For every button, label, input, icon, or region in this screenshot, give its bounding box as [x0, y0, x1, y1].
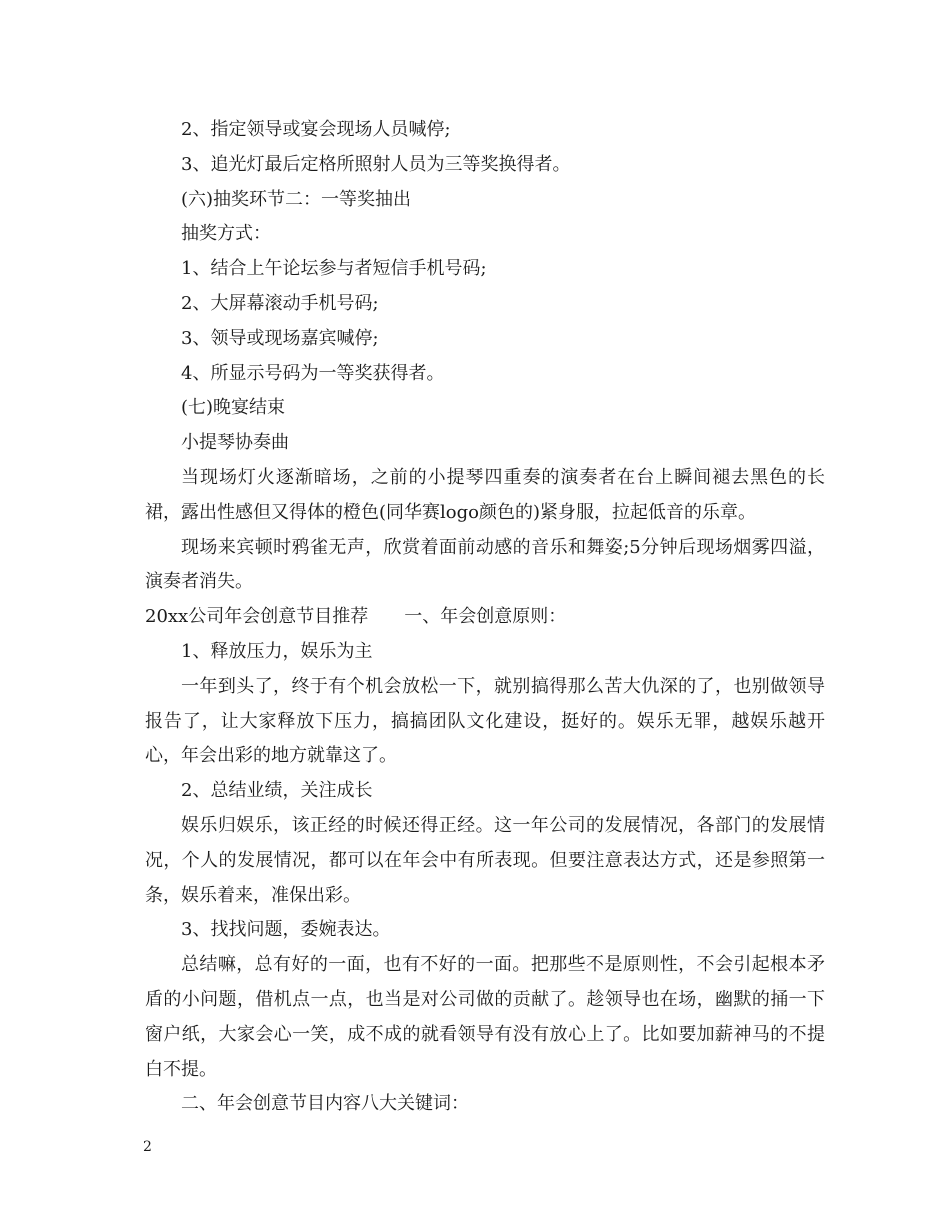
section-heading: 二、年会创意节目内容八大关键词：	[181, 1093, 469, 1115]
page-number: 2	[143, 1139, 152, 1155]
paragraph: 抽奖方式：	[181, 223, 271, 245]
list-item: 4、所显示号码为一等奖获得者。	[181, 362, 445, 384]
list-item: 2、总结业绩，关注成长	[181, 780, 373, 802]
paragraph: 现场来宾顿时鸦雀无声，欣赏着面前动感的音乐和舞姿;5分钟后现场烟雾四溢，演奏者消失。	[145, 536, 825, 593]
list-item: 3、找找问题，委婉表达。	[181, 919, 391, 941]
list-item: 3、追光灯最后定格所照射人员为三等奖换得者。	[181, 153, 571, 175]
list-item: 2、大屏幕滚动手机号码;	[181, 292, 379, 314]
paragraph: 一年到头了，终于有个机会放松一下，就别搞得那么苦大仇深的了，也别做领导报告了，让大家释放下压力，搞搞团队文化建设，挺好的。娱乐无罪，越娱乐越开心，年会出彩的地方就靠这了。	[145, 675, 825, 767]
list-item: 2、指定领导或宴会现场人员喊停;	[181, 119, 451, 140]
list-item: 1、结合上午论坛参与者短信手机号码;	[181, 258, 487, 280]
paragraph: 当现场灯火逐渐暗场，之前的小提琴四重奏的演奏者在台上瞬间褪去黑色的长裙，露出性感但又得体的橙色(同华赛logo颜色的)紧身服，拉起低音的乐章。	[145, 466, 825, 523]
section-heading: (七)晚宴结束	[181, 397, 286, 419]
article-title: 20xx公司年会创意节目推荐 一、年会创意原则：	[145, 606, 567, 628]
document-body	[145, 113, 825, 1122]
list-item: 3、领导或现场嘉宾喊停;	[181, 327, 379, 349]
paragraph: 娱乐归娱乐，该正经的时候还得正经。这一年公司的发展情况，各部门的发展情况，个人的发展情况，都可以在年会中有所表现。但要注意表达方式，还是参照第一条，娱乐着来，准保出彩。	[145, 814, 825, 906]
paragraph: 小提琴协奏曲	[181, 432, 289, 454]
section-heading: (六)抽奖环节二：一等奖抽出	[181, 188, 412, 210]
list-item: 1、释放压力，娱乐为主	[181, 640, 373, 662]
paragraph: 总结嘛，总有好的一面，也有不好的一面。把那些不是原则性，不会引起根本矛盾的小问题，借机点一点，也当是对公司做的贡献了。趁领导也在场，幽默的捅一下窗户纸，大家会心一笑，成不成的就看领导有没有放心上了。比如要加薪神马的不提白不提。	[145, 954, 825, 1080]
